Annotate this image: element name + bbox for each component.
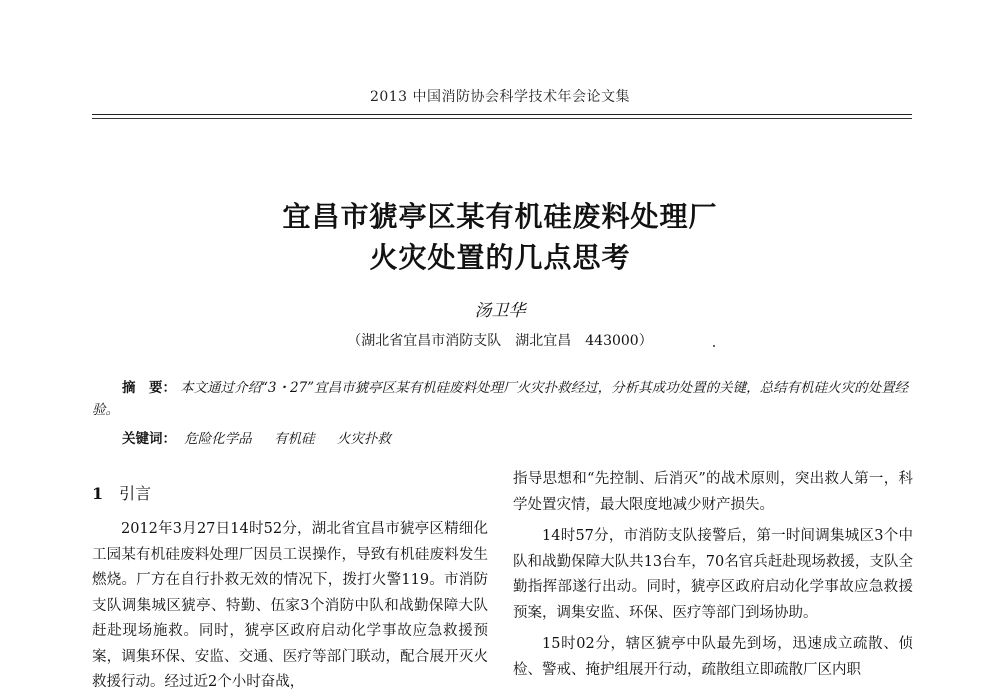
right-paragraph-2: 14时57分，市消防支队接警后，第一时间调集城区3个中队和战勤保障大队共13台车，70名官兵赶赴现场救援，支队全勤指挥部遂行出动。同时，猇亭区政府启动化学事故应急救援预案，调集安监、环保、医疗等部门到场协助。 <box>513 528 913 621</box>
right-column <box>513 467 913 683</box>
author-affiliation: （湖北省宜昌市消防支队 湖北宜昌 443000） <box>347 333 653 349</box>
abstract-text: 本文通过介绍“3・27”宜昌市猇亭区某有机硅废料处理厂火灾扑救经过，分析其成功处置的关键，总结有机硅火灾的处置经验。 <box>92 380 909 418</box>
header-rule-thick <box>92 114 912 115</box>
paper-title-line2: 火灾处置的几点思考 <box>369 241 631 274</box>
abstract-label: 摘 要： <box>122 380 176 396</box>
left-column <box>92 517 488 696</box>
section-number: 1 <box>92 484 104 503</box>
scan-speck <box>713 345 715 347</box>
keywords <box>122 427 912 447</box>
keyword: 有机硅 <box>274 431 315 447</box>
abstract <box>92 377 914 421</box>
right-paragraph-3: 15时02分，辖区猇亭中队最先到场，迅速成立疏散、侦检、警戒、掩护组展开行动，疏散组立即疏散厂区内职 <box>513 636 913 678</box>
paper-title-line1: 宜昌市猇亭区某有机硅废料处理厂 <box>282 200 718 233</box>
right-paragraph-1: 指导思想和“先控制、后消灭”的战术原则，突出救人第一，科学处置灾情，最大限度地减少财产损失。 <box>513 471 913 513</box>
keywords-label: 关键词： <box>122 431 176 447</box>
running-header: 2013 中国消防协会科学技术年会论文集 <box>369 89 631 105</box>
header-rule-thin <box>92 118 912 119</box>
keyword: 危险化学品 <box>184 431 252 447</box>
keyword: 火灾扑救 <box>336 431 391 447</box>
section-heading <box>92 481 151 504</box>
intro-paragraph: 2012年3月27日14时52分，湖北省宜昌市猇亭区精细化工园某有机硅废料处理厂因员工误操作，导致有机硅废料发生燃烧。厂方在自行扑救无效的情况下，拨打火警119。市消防支队调集城区猇亭、特勤、伍家3个消防中队和战勤保障大队赶赴现场施救。同时，猇亭区政府启动化学事故应急救援预案，调集环保、安监、交通、医疗等部门联动，配合展开灭火救援行动。经过近2个小时奋战， <box>92 521 488 690</box>
author-name: 汤卫华 <box>474 301 526 321</box>
section-title: 引言 <box>119 484 152 503</box>
